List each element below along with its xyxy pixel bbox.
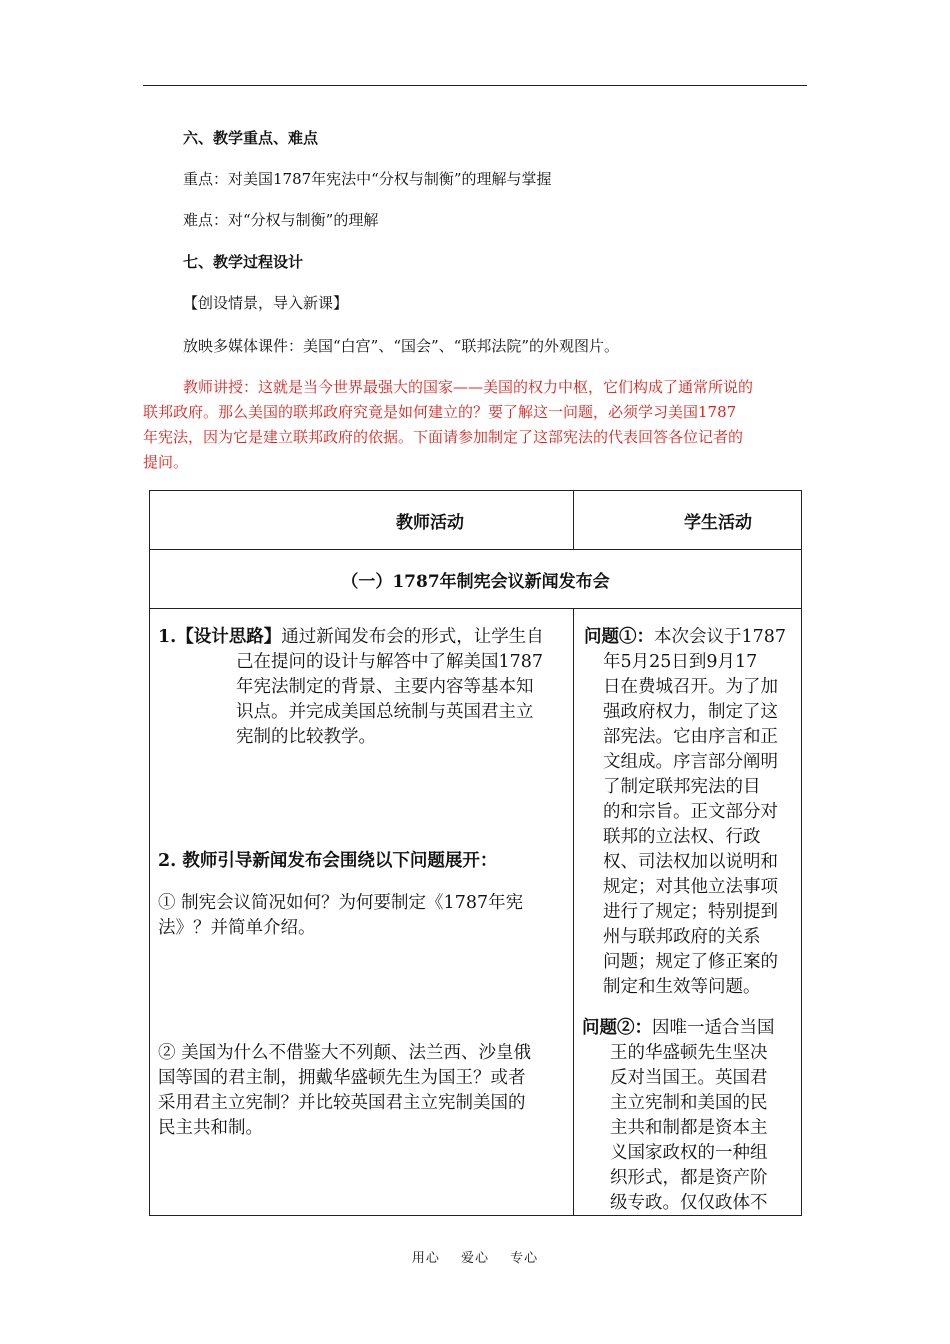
- teacher-line: 年宪法，因为它是建立联邦政府的依据。下面请参加制定了这部宪法的代表回答各位记者的: [143, 428, 744, 446]
- header-rule: [143, 85, 807, 86]
- teacher-lecture: [143, 375, 807, 475]
- question-2-line: ② 美国为什么不借鉴大不列颠、法兰西、沙皇俄: [158, 1043, 532, 1063]
- answer-1-line: 强政府权力，制定了这: [603, 702, 778, 722]
- section7-heading: 七、教学过程设计: [183, 253, 304, 271]
- teacher-line: 联邦政府。那么美国的联邦政府究竟是如何建立的？要了解这一问题，必须学习美国1787: [143, 403, 737, 421]
- answer-2: [582, 1016, 775, 1215]
- intro-label: 【创设情景，导入新课】: [183, 294, 349, 312]
- guide-heading: 2. 教师引导新闻发布会围绕以下问题展开：: [158, 851, 498, 871]
- teacher-line: 提问。: [143, 453, 189, 471]
- answer-1-line: 的和宗旨。正文部分对: [603, 802, 778, 822]
- design-line: 年宪法制定的背景、主要内容等基本知: [236, 677, 534, 697]
- teacher-line: 教师讲授：这就是当今世界最强大的国家——美国的权力中枢，它们构成了通常所说的: [183, 378, 754, 396]
- answer-1-line: 权、司法权加以说明和: [603, 852, 778, 872]
- answer-2-line: 织形式，都是资产阶: [610, 1168, 768, 1188]
- answer-1-line: 本次会议于1787: [654, 627, 787, 647]
- answer-2-line: 王的华盛顿先生坚决: [610, 1043, 768, 1063]
- footer-text: 用心: [411, 1251, 440, 1266]
- question-1: [158, 891, 523, 941]
- answer-2-line: 级专政。仅仅政体不: [610, 1193, 768, 1213]
- teacher-activity-cell: [150, 609, 574, 1216]
- activity-table: [149, 490, 802, 1216]
- design-line: 宪制的比较教学。: [236, 727, 376, 747]
- design-line: 识点。并完成美国总统制与英国君主立: [236, 702, 534, 722]
- student-activity-cell: [574, 609, 802, 1216]
- footer-text: 爱心: [460, 1251, 489, 1266]
- answer-1-line: 州与联邦政府的关系: [603, 927, 761, 947]
- answer-1-line: 规定；对其他立法事项: [603, 877, 778, 897]
- answer-1-line: 联邦的立法权、行政: [603, 827, 761, 847]
- footer-text: 专心: [510, 1251, 539, 1266]
- col-teacher-header: 教师活动: [150, 491, 574, 550]
- col-student-header: 学生活动: [574, 491, 802, 550]
- question-1-line: ① 制宪会议简况如何？为何要制定《1787年宪: [158, 893, 524, 913]
- question-2: [158, 1041, 531, 1141]
- answer-1-line: 部宪法。它由序言和正: [603, 727, 778, 747]
- section6-heading: 六、教学重点、难点: [183, 129, 319, 147]
- answer-1-line: 进行了规定；特别提到: [603, 902, 778, 922]
- answer-1-line: 日在费城召开。为了加: [603, 677, 778, 697]
- question-2-line: 国等国的君主制，拥戴华盛顿先生为国王？或者: [158, 1068, 526, 1088]
- answer-2-line: 反对当国王。英国君: [610, 1068, 768, 1088]
- answer-2-line: 主共和制都是资本主: [610, 1118, 768, 1138]
- key-point: 重点：对美国1787年宪法中“分权与制衡”的理解与掌握: [183, 170, 552, 188]
- answer-1-line: 文组成。序言部分阐明: [603, 752, 778, 772]
- question-1-line: 法》？并简单介绍。: [158, 918, 316, 938]
- page-footer: [0, 1247, 950, 1266]
- question-2-line: 采用君主立宪制？并比较英国君主立宪制美国的: [158, 1093, 526, 1113]
- answer-1-line: 了制定联邦宪法的目: [603, 777, 761, 797]
- answer-2-line: 主立宪制和美国的民: [610, 1093, 768, 1113]
- answer-2-label: 问题②：: [582, 1018, 652, 1038]
- answer-1: [584, 625, 786, 1000]
- design-line: 通过新闻发布会的形式，让学生自: [281, 627, 544, 647]
- answer-1-line: 制定和生效等问题。: [603, 977, 761, 997]
- difficult-point: 难点：对“分权与制衡”的理解: [183, 211, 379, 229]
- answer-1-label: 问题①：: [584, 627, 654, 647]
- design-thinking: [158, 625, 544, 750]
- answer-2-line: 因唯一适合当国: [652, 1018, 775, 1038]
- section-title: （一）1787年制宪会议新闻发布会: [150, 550, 802, 609]
- design-label: 1.【设计思路】: [158, 627, 282, 647]
- question-2-line: 民主共和制。: [158, 1118, 263, 1138]
- answer-1-line: 年5月25日到9月17: [603, 652, 758, 672]
- answer-2-line: 义国家政权的一种组: [610, 1143, 768, 1163]
- answer-1-line: 问题；规定了修正案的: [603, 952, 778, 972]
- multimedia-line: 放映多媒体课件：美国“白宫”、“国会”、“联邦法院”的外观图片。: [183, 337, 620, 355]
- design-line: 己在提问的设计与解答中了解美国1787: [236, 652, 544, 672]
